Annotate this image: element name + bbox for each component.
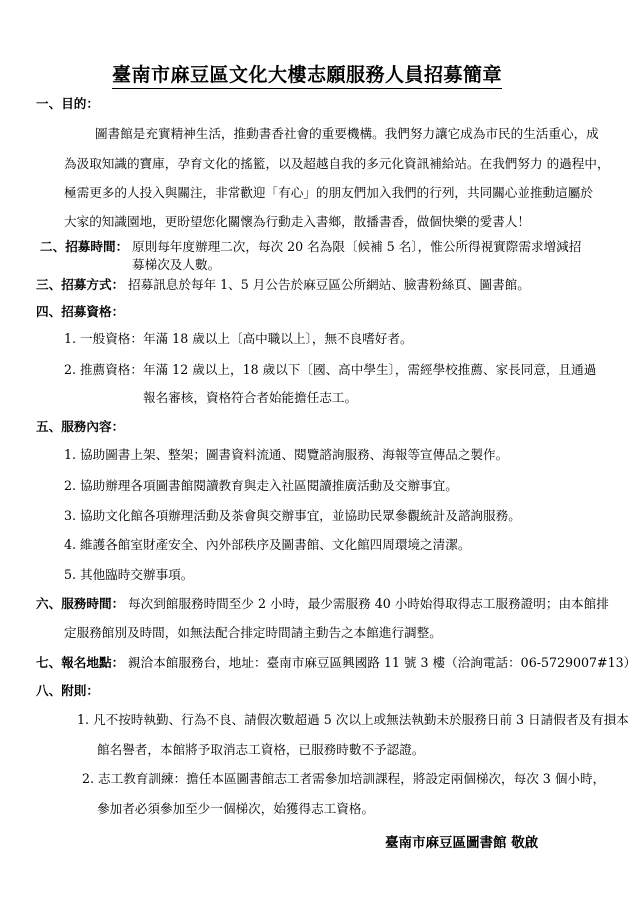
section-3-text: 招募訊息於每年 1、5 月公告於麻豆區公所網站、臉書粉絲頁、圖書館。 (128, 277, 530, 292)
section-5-item: 4. 維護各館室財產安全、內外部秩序及圖書館、文化館四周環境之清潔。 (64, 537, 471, 552)
section-5-item: 2. 協助辦理各項圖書館閱讀教育與走入社區閱讀推廣活動及交辦事宜。 (64, 478, 458, 493)
section-1-line: 大家的知識園地，更盼望您化關懷為行動走入書鄉，散播書香，做個快樂的愛書人！ (64, 214, 530, 229)
section-4-item: 2. 推薦資格：年滿 12 歲以上，18 歲以下〔國、高中學生〕，需經學校推薦、家長同意，且通過 (64, 362, 597, 377)
section-1-line: 極需更多的人投入與關注，非常歡迎「有心」的朋友們加入我們的行列，共同關心並推動這屬於 (64, 185, 593, 200)
signature: 臺南市麻豆區圖書館 敬啟 (385, 835, 539, 851)
section-7-heading: 七、報名地點： (36, 655, 125, 670)
section-5-heading: 五、服務內容： (36, 419, 125, 434)
section-4-heading: 四、招募資格： (36, 304, 125, 319)
section-1-heading: 一、目的： (36, 96, 99, 111)
section-8-item: 1. 凡不按時執勤、行為不良、請假次數超過 5 次以上或無法執勤未於服務日前 3 日請假者及有損本 (77, 712, 629, 727)
section-6-line: 每次到館服務時間至少 2 小時，最少需服務 40 小時始得取得志工服務證明；由本館排 (128, 596, 609, 611)
section-2-heading: 二、招募時間： (40, 239, 129, 254)
section-7-text: 親洽本館服務台，地址：臺南市麻豆區興國路 11 號 3 樓（洽詢電話：06-5729007#13） (128, 655, 637, 670)
section-4-item-continued: 報名審核，資格符合者始能擔任志工。 (143, 390, 358, 405)
section-5-item: 5. 其他臨時交辦事項。 (64, 567, 194, 582)
section-1-line: 為汲取知識的寶庫，孕育文化的搖籃，以及超越自我的多元化資訊補給站。在我們努力 的過程中， (64, 156, 610, 171)
section-4-item: 1. 一般資格：年滿 18 歲以上〔高中職以上〕，無不良嗜好者。 (64, 331, 413, 346)
section-5-item: 1. 協助圖書上架、整架；圖書資料流通、閱覽諮詢服務、海報等宣傳品之製作。 (64, 447, 509, 462)
section-6-heading: 六、服務時間： (36, 596, 125, 611)
section-8-item-continued: 參加者必須參加至少一個梯次，始獲得志工資格。 (97, 801, 375, 816)
document-title: 臺南市麻豆區文化大樓志願服務人員招募簡章 (112, 60, 502, 89)
section-3-heading: 三、招募方式： (36, 277, 125, 292)
section-8-item: 2. 志工教育訓練：擔任本區圖書館志工者需參加培訓課程，將設定兩個梯次，每次 3 個小時， (82, 771, 606, 786)
section-2-line: 募梯次及人數。 (132, 257, 221, 272)
section-5-item: 3. 協助文化館各項辦理活動及茶會與交辦事宜，並協助民眾參觀統計及諮詢服務。 (64, 508, 521, 523)
section-1-line: 圖書館是充實精神生活，推動書香社會的重要機構。我們努力讓它成為市民的生活重心，成 (95, 126, 599, 141)
section-8-item-continued: 館名譽者，本館將予取消志工資格，已服務時數不予認證。 (97, 742, 425, 757)
section-8-heading: 八、附則： (36, 683, 99, 698)
section-2-line: 原則每年度辦理二次，每次 20 名為限〔候補 5 名〕，惟公所得視實際需求增減招 (132, 239, 582, 254)
section-6-line: 定服務館別及時間，如無法配合排定時間請主動告之本館進行調整。 (64, 625, 442, 640)
